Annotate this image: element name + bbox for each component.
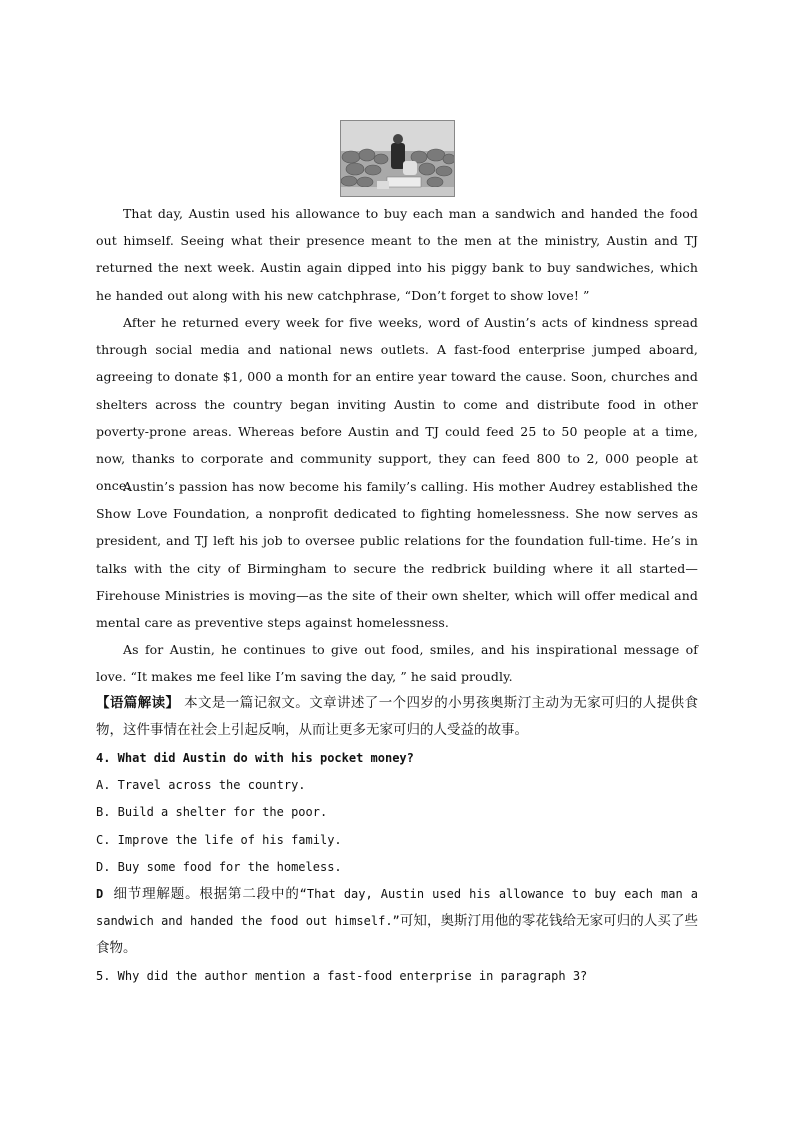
answer-explanation-1: 细节理解题。根据第二段中的 (113, 886, 300, 902)
story-paragraph-2 (96, 309, 698, 499)
question-text: 5. Why did the author mention a fast-food enterprise in paragraph 3? (96, 969, 588, 983)
answer-quote: “That day, Austin used his allowance to buy each man a sandwich and handed the food out himself.” (96, 887, 698, 929)
paragraph-text: After he returned every week for five weeks, word of Austin’s acts of kindness spread through social media and national news outlets. A fast-food enterprise jumped aboard, agreeing to donate $1, 000 a month for an entire year toward the cause. Soon, churches and shelters across the country began inviting Austin to come and distribute food in other poverty-prone areas. Whereas before Austin and TJ could feed 25 to 50 people at a time, now, thanks to corporate and community support, they can feed 800 to 2, 000 people at once. (96, 315, 698, 494)
article-photo (340, 120, 455, 197)
story-paragraph-4 (96, 636, 698, 690)
option-text: B. Build a shelter for the poor. (96, 805, 328, 819)
paragraph-text: Austin’s passion has now become his family’s calling. His mother Audrey established the Show Love Foundation, a nonprofit dedicated to fighting homelessness. She now serves as president, and TJ left his job to oversee public relations for the foundation full-time. He’s in talks with the city of Birmingham to secure the redbrick building where it all started—Firehouse Ministries is moving—as the site of their own shelter, which will offer medical and mental care as preventive steps against homelessness. (96, 479, 698, 631)
story-paragraph-1 (96, 200, 698, 309)
analysis-label: 【语篇解读】 (96, 695, 180, 711)
question-4-option-c (96, 827, 698, 854)
question-text: 4. What did Austin do with his pocket money? (96, 751, 414, 765)
question-4-option-d (96, 854, 698, 881)
paragraph-text: That day, Austin used his allowance to buy each man a sandwich and handed the food out himself. Seeing what their presence meant to the men at the ministry, Austin and TJ returned the next week. Austin again dipped into his piggy bank to buy sandwiches, which he handed out along with his new catchphrase, “Don’t forget to show love! ” (96, 206, 698, 303)
question-4-option-a (96, 772, 698, 799)
question-4-stem (96, 745, 698, 772)
paragraph-text: As for Austin, he continues to give out food, smiles, and his inspirational message of love. “It makes me feel like I’m saving the day, ” he said proudly. (96, 642, 698, 685)
option-text: D. Buy some food for the homeless. (96, 860, 342, 874)
story-paragraph-3 (96, 473, 698, 636)
option-text: C. Improve the life of his family. (96, 833, 342, 847)
answer-letter: D (96, 887, 104, 901)
question-4-option-b (96, 799, 698, 826)
passage-analysis (96, 690, 698, 744)
question-4-answer (96, 881, 698, 963)
analysis-text: 本文是一篇记叙文。文章讲述了一个四岁的小男孩奥斯汀主动为无家可归的人提供食物，这件事情在社会上引起反响，从而让更多无家可归的人受益的故事。 (96, 695, 699, 739)
option-text: A. Travel across the country. (96, 778, 306, 792)
photo-illustration (341, 121, 454, 196)
question-5-stem (96, 963, 698, 990)
answer-explanation-2: 可知，奥斯汀用他的零花钱给无家可归的人买了些食物。 (96, 913, 699, 957)
